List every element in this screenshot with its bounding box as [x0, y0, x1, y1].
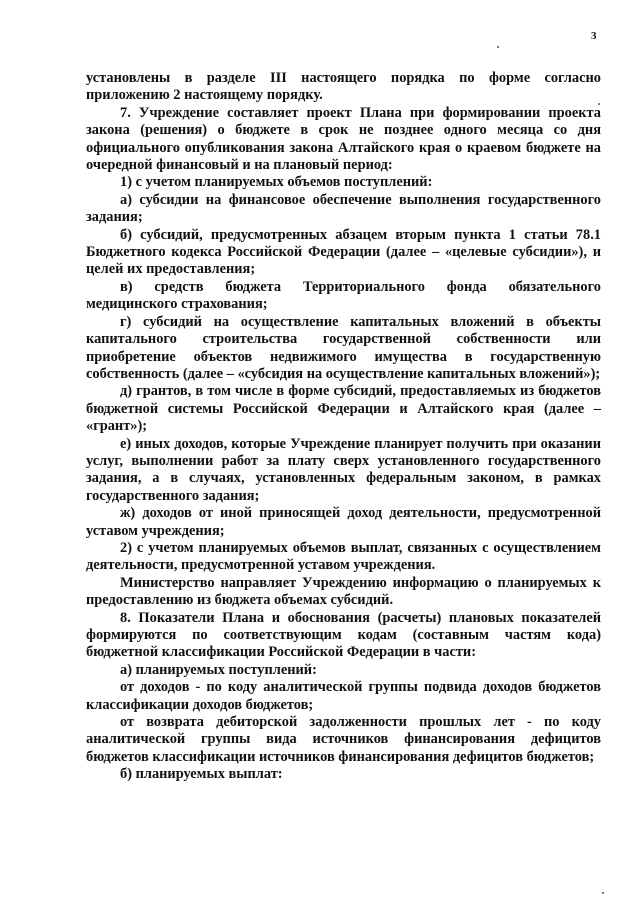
paragraph-subitem-zh: ж) доходов от иной приносящей доход деятельности, предусмотренной уставом учреждения;: [86, 505, 601, 539]
scan-speck: [497, 46, 499, 48]
paragraph-item-8-a: а) планируемых поступлений:: [120, 661, 317, 678]
paragraph-subitem-d: д) грантов, в том числе в форме субсидий, предоставляемых из бюджетов бюджетной системы Российской Федерации и Алтайского края (далее – «грант»);: [86, 383, 601, 435]
paragraph-ministry: Министерство направляет Учреждению информацию о планируемых к предоставлению из бюджета объемах субсидий.: [86, 574, 601, 609]
paragraph-subitem-1: 1) с учетом планируемых объемов поступлений:: [120, 174, 433, 191]
paragraph-continuation: установлены в разделе III настоящего порядка по форме согласно приложению 2 настоящему порядку.: [86, 70, 601, 104]
paragraph-subitem-g: г) субсидий на осуществление капитальных вложений в объекты капитального строительства государственной собственности или приобретение объектов недвижимого имущества в государственную собственность (далее – «субсидия на осуществление капитальных вложений»);: [86, 313, 601, 382]
paragraph-subitem-e: е) иных доходов, которые Учреждение планирует получить при оказании услуг, выполнении работ за плату сверх установленного государственного задания, а в случаях, установленных федеральным законом, в рамках государственного задания;: [86, 435, 601, 504]
paragraph-item-7: 7. Учреждение составляет проект Плана при формировании проекта закона (решения) о бюджете в срок не позднее одного месяца со дня официального опубликования закона Алтайского края о краевом бюджете на очередной финансовый и на плановый период:: [86, 104, 601, 174]
paragraph-income: от доходов - по коду аналитической группы подвида доходов бюджетов классификации доходов бюджетов;: [86, 679, 601, 713]
document-body: [86, 70, 601, 784]
paragraph-subitem-b: б) субсидий, предусмотренных абзацем вторым пункта 1 статьи 78.1 Бюджетного кодекса Российской Федерации (далее – «целевые субсидии»), и целей их предоставления;: [86, 226, 601, 278]
paragraph-item-8: 8. Показатели Плана и обоснования (расчеты) плановых показателей формируются по соответствующим кодам (составным частям кода) бюджетной классификации Российской Федерации в части:: [86, 609, 601, 661]
paragraph-subitem-a: а) субсидии на финансовое обеспечение выполнения государственного задания;: [86, 191, 601, 226]
paragraph-subitem-v: в) средств бюджета Территориального фонда обязательного медицинского страхования;: [86, 278, 601, 313]
scan-speck: [598, 103, 600, 105]
scan-speck: [602, 892, 604, 894]
paragraph-receivables: от возврата дебиторской задолженности прошлых лет - по коду аналитической группы вида источников финансирования дефицитов бюджетов классификации источников финансирования дефицитов бюджетов;: [86, 714, 601, 765]
paragraph-subitem-2: 2) с учетом планируемых объемов выплат, связанных с осуществлением деятельности, предусмотренной уставом учреждения.: [86, 539, 601, 574]
paragraph-item-8-b: б) планируемых выплат:: [120, 766, 283, 783]
page-number: 3: [591, 30, 597, 42]
